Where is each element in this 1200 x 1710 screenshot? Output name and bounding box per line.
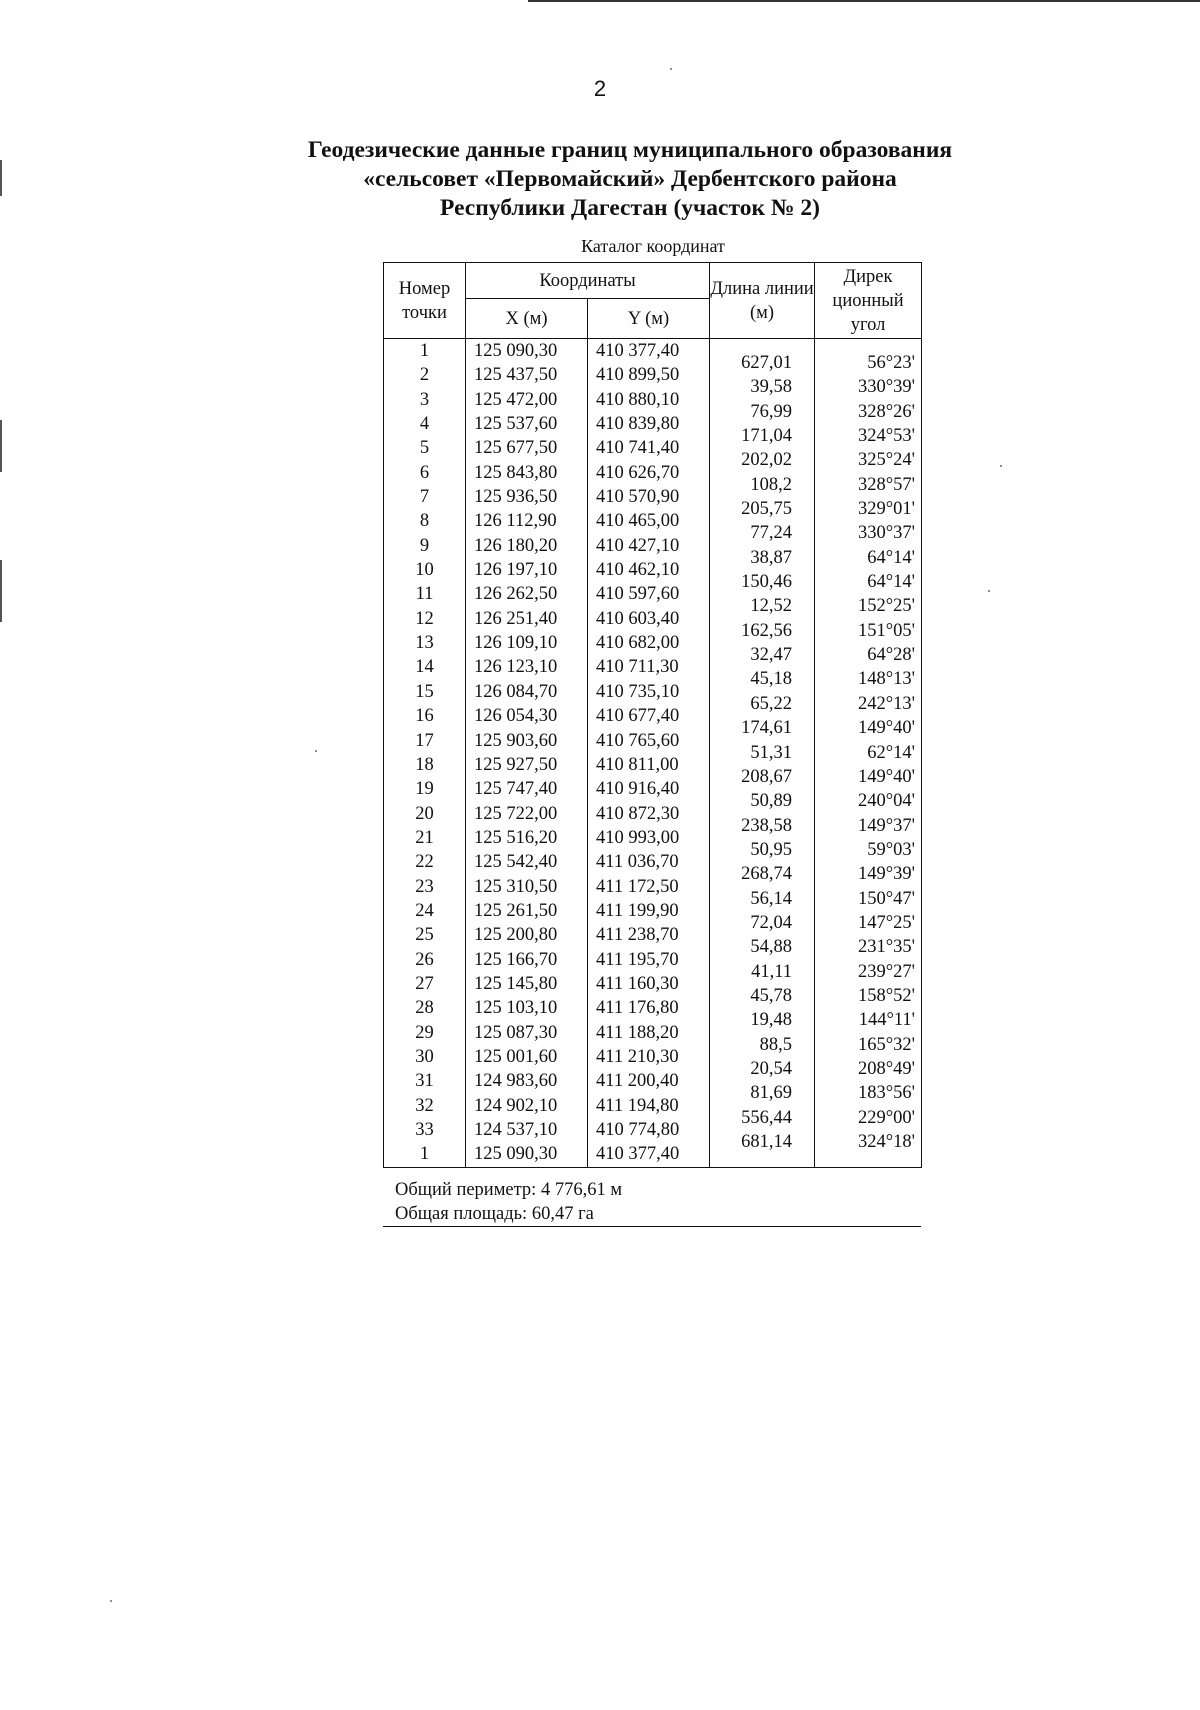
x-coordinate-cell: 125 903,60	[474, 730, 558, 751]
line-length-cell: 88,5	[759, 1034, 793, 1055]
total-area: Общая площадь: 60,47 га	[383, 1202, 921, 1227]
direction-angle-cell: 148°13'	[858, 669, 916, 690]
total-perimeter: Общий периметр: 4 776,61 м	[395, 1180, 623, 1200]
x-coordinate-cell: 125 542,40	[474, 852, 558, 873]
scan-speck	[670, 68, 672, 70]
page-number: 2	[593, 76, 607, 101]
x-coordinate-cell: 126 112,90	[474, 511, 557, 532]
y-coordinate-cell: 411 238,70	[596, 925, 679, 946]
line-length-cell: 162,56	[741, 620, 793, 641]
x-coordinate-cell: 126 054,30	[474, 706, 558, 727]
point-number-cell: 2	[419, 365, 430, 386]
point-number-cell: 19	[415, 779, 434, 800]
direction-angle-cell: 324°18'	[858, 1132, 916, 1152]
line-length-cell: 627,01	[741, 353, 793, 373]
x-coordinate-cell: 125 090,30	[474, 1144, 558, 1165]
line-length-cell: 81,69	[750, 1083, 793, 1104]
y-coordinate-cell: 411 036,70	[596, 852, 679, 873]
y-coordinate-cell: 411 188,20	[596, 1022, 679, 1043]
point-number-cell: 1	[419, 341, 430, 361]
header-direction-angle: Дирек ционный угол	[815, 263, 922, 339]
x-coordinate-cell: 125 437,50	[474, 365, 558, 386]
header-line-length: Длина линии (м)	[710, 263, 815, 339]
point-number-cell: 3	[419, 389, 430, 410]
point-number-cell: 10	[415, 560, 434, 581]
direction-angle-cell: 149°37'	[858, 815, 916, 836]
y-coordinate-cell: 410 899,50	[596, 365, 680, 386]
line-length-cell: 50,89	[750, 791, 793, 812]
direction-angle-cell: 240°04'	[858, 791, 916, 812]
point-number-cell: 18	[415, 754, 434, 775]
y-coordinate-cell: 410 872,30	[596, 803, 680, 824]
direction-angle-cell: 208°49'	[858, 1058, 916, 1079]
line-length-cell: 556,44	[741, 1107, 793, 1128]
direction-angle-cell: 56°23'	[867, 353, 916, 373]
direction-angle-cell: 151°05'	[858, 620, 916, 641]
direction-angle-cell: 59°03'	[867, 839, 916, 860]
x-coordinate-cell: 124 983,60	[474, 1071, 558, 1092]
point-number-cell: 28	[415, 998, 434, 1019]
scan-speck	[110, 1600, 112, 1602]
x-coordinate-cell: 125 166,70	[474, 949, 558, 970]
x-coordinate-column	[466, 339, 588, 1168]
direction-angle-cell: 231°35'	[858, 937, 916, 958]
point-number-cell: 26	[415, 949, 434, 970]
point-number-cell: 1	[419, 1144, 430, 1165]
point-number-cell: 4	[419, 414, 430, 435]
line-length-cell: 56,14	[750, 888, 793, 909]
y-coordinate-cell: 410 916,40	[596, 779, 680, 800]
direction-angle-cell: 147°25'	[858, 912, 916, 933]
point-number-cell: 17	[415, 730, 434, 751]
line-length-cell: 681,14	[741, 1132, 793, 1152]
y-coordinate-cell: 410 677,40	[596, 706, 680, 727]
point-number-cell: 22	[415, 852, 434, 873]
point-number-cell: 8	[419, 511, 430, 532]
point-number-cell: 23	[415, 876, 434, 897]
document-title	[150, 136, 1110, 223]
direction-angle-cell: 149°40'	[858, 718, 916, 739]
y-coordinate-cell: 410 465,00	[596, 511, 680, 532]
scan-speck	[988, 590, 990, 592]
direction-angle-cell: 149°40'	[858, 766, 916, 787]
x-coordinate-cell: 125 537,60	[474, 414, 558, 435]
line-length-cell: 45,18	[750, 669, 793, 690]
y-coordinate-cell: 411 160,30	[596, 973, 679, 994]
title-line: Республики Дагестан (участок № 2)	[440, 195, 820, 221]
table-caption: Каталог координат	[581, 236, 725, 256]
y-coordinate-cell: 410 682,00	[596, 633, 680, 654]
header-point-number: Номер точки	[384, 263, 466, 339]
direction-angle-cell: 328°57'	[858, 474, 916, 495]
point-number-cell: 31	[415, 1071, 434, 1092]
line-length-cell: 77,24	[750, 523, 793, 544]
x-coordinate-cell: 126 109,10	[474, 633, 558, 654]
x-coordinate-cell: 126 197,10	[474, 560, 558, 581]
x-coordinate-cell: 125 927,50	[474, 754, 558, 775]
line-length-cell: 268,74	[741, 864, 793, 885]
point-number-cell: 24	[415, 900, 434, 921]
x-coordinate-cell: 125 001,60	[474, 1046, 558, 1067]
line-length-cell: 208,67	[741, 766, 793, 787]
x-coordinate-cell: 125 087,30	[474, 1022, 558, 1043]
x-coordinate-cell: 125 472,00	[474, 389, 558, 410]
x-coordinate-cell: 126 251,40	[474, 608, 558, 629]
y-coordinate-cell: 410 711,30	[596, 657, 679, 678]
direction-angle-column	[815, 339, 922, 1168]
x-coordinate-cell: 126 123,10	[474, 657, 558, 678]
x-coordinate-cell: 125 747,40	[474, 779, 558, 800]
coordinates-table	[383, 262, 922, 1168]
y-coordinate-cell: 410 741,40	[596, 438, 680, 459]
direction-angle-cell: 239°27'	[858, 961, 916, 982]
header-coordinates: Координаты	[466, 263, 710, 299]
line-length-cell: 54,88	[750, 937, 793, 958]
direction-angle-cell: 64°28'	[867, 645, 916, 666]
x-coordinate-cell: 125 843,80	[474, 462, 558, 483]
x-coordinate-cell: 125 722,00	[474, 803, 558, 824]
direction-angle-cell: 150°47'	[858, 888, 916, 909]
line-length-cell: 41,11	[751, 961, 793, 982]
y-coordinate-cell: 410 603,40	[596, 608, 680, 629]
scan-margin-mark	[0, 560, 2, 622]
line-length-cell: 20,54	[750, 1058, 793, 1079]
direction-angle-cell: 144°11'	[858, 1010, 916, 1031]
line-length-cell: 205,75	[741, 499, 793, 520]
y-coordinate-cell: 411 210,30	[596, 1046, 679, 1067]
direction-angle-cell: 329°01'	[858, 499, 916, 520]
scan-edge-line	[528, 0, 1200, 2]
scan-margin-mark	[0, 160, 2, 196]
x-coordinate-cell: 125 677,50	[474, 438, 558, 459]
y-coordinate-cell: 410 427,10	[596, 535, 680, 556]
scan-speck	[1000, 465, 1002, 467]
x-coordinate-cell: 124 537,10	[474, 1120, 558, 1140]
y-coordinate-cell: 410 765,60	[596, 730, 680, 751]
y-coordinate-cell: 410 993,00	[596, 827, 680, 848]
point-number-cell: 32	[415, 1095, 434, 1116]
direction-angle-cell: 165°32'	[858, 1034, 916, 1055]
y-coordinate-cell: 411 176,80	[596, 998, 679, 1019]
y-coordinate-cell: 411 200,40	[596, 1071, 679, 1092]
y-coordinate-cell: 411 194,80	[596, 1095, 679, 1116]
line-length-cell: 174,61	[741, 718, 793, 739]
y-coordinate-cell: 410 735,10	[596, 681, 680, 702]
y-coordinate-cell: 410 811,00	[596, 754, 679, 775]
line-length-cell: 51,31	[750, 742, 793, 763]
direction-angle-cell: 149°39'	[858, 864, 916, 885]
line-length-cell: 39,58	[750, 377, 793, 398]
header-y: Y (м)	[588, 299, 710, 339]
point-number-cell: 7	[419, 487, 430, 508]
line-length-cell: 171,04	[741, 426, 793, 447]
x-coordinate-cell: 125 261,50	[474, 900, 558, 921]
y-coordinate-cell: 410 377,40	[596, 1144, 680, 1165]
point-number-cell: 12	[415, 608, 434, 629]
y-coordinate-cell: 411 172,50	[596, 876, 679, 897]
direction-angle-cell: 152°25'	[858, 596, 916, 617]
point-number-column	[384, 339, 466, 1168]
point-number-cell: 20	[415, 803, 434, 824]
x-coordinate-cell: 125 516,20	[474, 827, 558, 848]
line-length-cell: 72,04	[750, 912, 793, 933]
direction-angle-cell: 62°14'	[867, 742, 916, 763]
x-coordinate-cell: 126 084,70	[474, 681, 558, 702]
x-coordinate-cell: 125 090,30	[474, 341, 558, 361]
y-coordinate-cell: 410 626,70	[596, 462, 680, 483]
line-length-cell: 65,22	[750, 693, 793, 714]
line-length-cell: 150,46	[741, 572, 793, 593]
x-coordinate-cell: 125 145,80	[474, 973, 558, 994]
line-length-cell: 32,47	[750, 645, 793, 666]
x-coordinate-cell: 125 310,50	[474, 876, 558, 897]
point-number-cell: 13	[415, 633, 434, 654]
y-coordinate-cell: 410 597,60	[596, 584, 680, 605]
line-length-column	[710, 339, 815, 1168]
line-length-cell: 76,99	[750, 401, 793, 422]
direction-angle-cell: 330°37'	[858, 523, 916, 544]
direction-angle-cell: 330°39'	[858, 377, 916, 398]
y-coordinate-cell: 410 462,10	[596, 560, 680, 581]
y-coordinate-cell: 411 199,90	[596, 900, 679, 921]
point-number-cell: 5	[419, 438, 430, 459]
direction-angle-cell: 242°13'	[858, 693, 916, 714]
y-coordinate-column	[588, 339, 710, 1168]
line-length-cell: 50,95	[750, 839, 793, 860]
direction-angle-cell: 229°00'	[858, 1107, 916, 1128]
line-length-cell: 202,02	[741, 450, 793, 471]
x-coordinate-cell: 124 902,10	[474, 1095, 558, 1116]
x-coordinate-cell: 126 180,20	[474, 535, 558, 556]
direction-angle-cell: 183°56'	[858, 1083, 916, 1104]
y-coordinate-cell: 410 839,80	[596, 414, 680, 435]
line-length-cell: 238,58	[741, 815, 793, 836]
x-coordinate-cell: 125 936,50	[474, 487, 558, 508]
direction-angle-cell: 64°14'	[867, 572, 916, 593]
scan-speck	[315, 750, 317, 752]
x-coordinate-cell: 125 103,10	[474, 998, 558, 1019]
y-coordinate-cell: 410 880,10	[596, 389, 680, 410]
direction-angle-cell: 324°53'	[858, 426, 916, 447]
title-line: «сельсовет «Первомайский» Дербентского района	[363, 166, 897, 192]
point-number-cell: 30	[415, 1046, 434, 1067]
point-number-cell: 6	[419, 462, 430, 483]
direction-angle-cell: 64°14'	[867, 547, 916, 568]
header-x: X (м)	[466, 299, 588, 339]
point-number-cell: 29	[415, 1022, 434, 1043]
line-length-cell: 108,2	[750, 474, 793, 495]
point-number-cell: 11	[415, 584, 434, 605]
table-summary	[383, 1178, 921, 1227]
y-coordinate-cell: 410 774,80	[596, 1120, 680, 1140]
line-length-cell: 12,52	[750, 596, 793, 617]
y-coordinate-cell: 410 377,40	[596, 341, 680, 361]
direction-angle-cell: 158°52'	[858, 985, 916, 1006]
point-number-cell: 14	[415, 657, 434, 678]
scan-margin-mark	[0, 420, 2, 472]
title-line: Геодезические данные границ муниципального образования	[307, 137, 953, 163]
line-length-cell: 38,87	[750, 547, 793, 568]
point-number-cell: 25	[415, 925, 434, 946]
point-number-cell: 33	[415, 1120, 434, 1140]
direction-angle-cell: 328°26'	[858, 401, 916, 422]
point-number-cell: 21	[415, 827, 434, 848]
y-coordinate-cell: 411 195,70	[596, 949, 679, 970]
point-number-cell: 16	[415, 706, 434, 727]
x-coordinate-cell: 125 200,80	[474, 925, 558, 946]
y-coordinate-cell: 410 570,90	[596, 487, 680, 508]
line-length-cell: 45,78	[750, 985, 793, 1006]
line-length-cell: 19,48	[750, 1010, 793, 1031]
point-number-cell: 15	[415, 681, 434, 702]
direction-angle-cell: 325°24'	[858, 450, 916, 471]
x-coordinate-cell: 126 262,50	[474, 584, 558, 605]
point-number-cell: 9	[419, 535, 430, 556]
point-number-cell: 27	[415, 973, 434, 994]
